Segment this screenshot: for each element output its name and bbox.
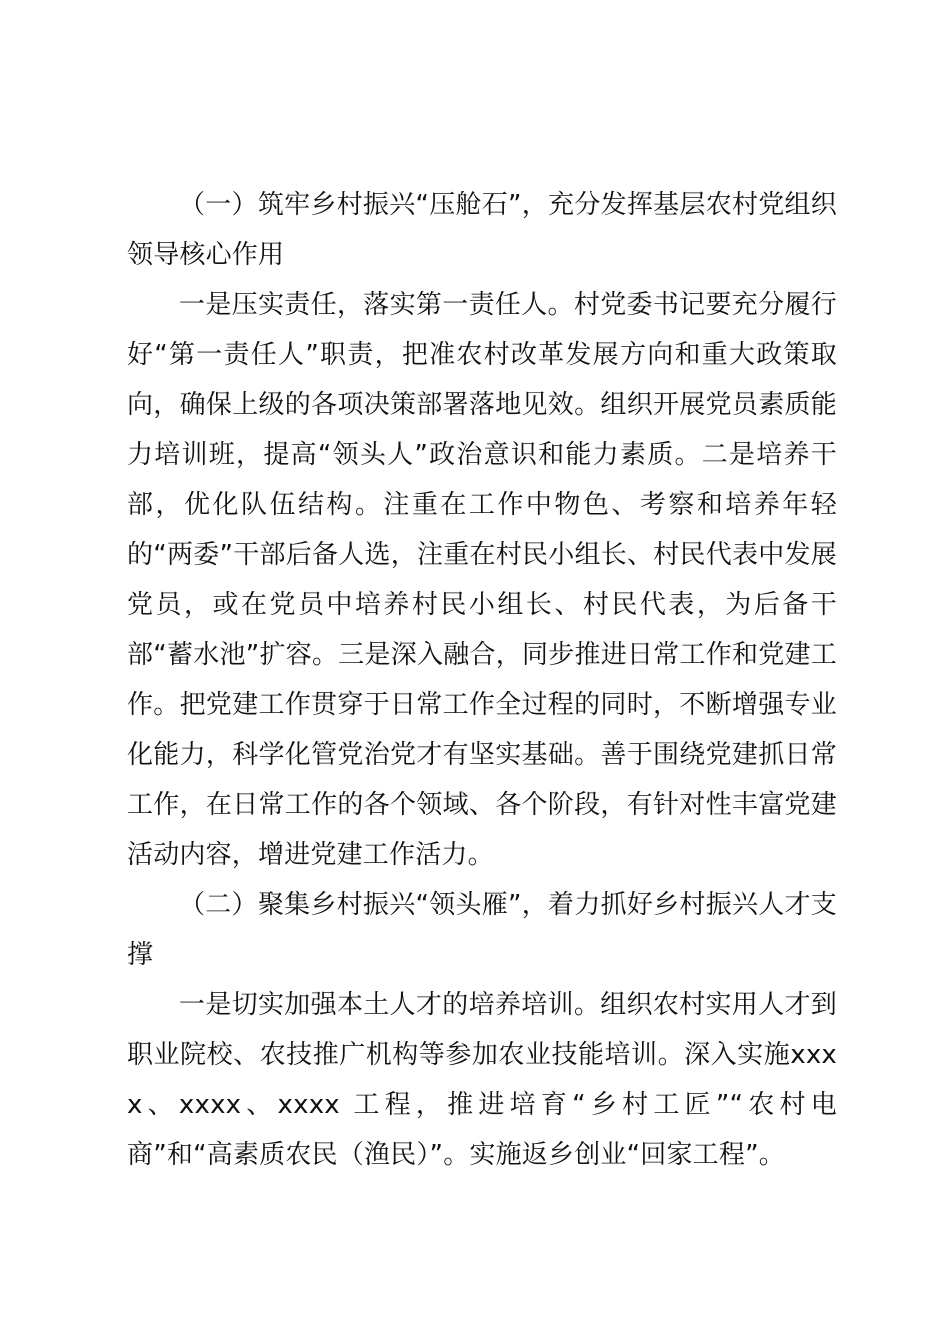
section-2-body: 一是切实加强本土人才的培养培训。组织农村实用人才到职业院校、农技推广机构等参加农业技能培训。深入实施xxxx、xxxx、xxxx 工程，推进培育“乡村工匠”“农村电商”和“高素质农民（渔民）”。实施返乡创业“回家工程”。 <box>127 990 837 1170</box>
section-1-heading: （一）筑牢乡村振兴“压舱石”，充分发挥基层农村党组织领导核心作用 <box>127 190 837 270</box>
document-body <box>127 180 837 1180</box>
section-1-body: 一是压实责任，落实第一责任人。村党委书记要充分履行好“第一责任人”职责，把准农村改革发展方向和重大政策取向，确保上级的各项决策部署落地见效。组织开展党员素质能力培训班，提高“领头人”政治意识和能力素质。二是培养干部，优化队伍结构。注重在工作中物色、考察和培养年轻的“两委”干部后备人选，注重在村民小组长、村民代表中发展党员，或在党员中培养村民小组长、村民代表，为后备干部“蓄水池”扩容。三是深入融合，同步推进日常工作和党建工作。把党建工作贯穿于日常工作全过程的同时，不断增强专业化能力，科学化管党治党才有坚实基础。善于围绕党建抓日常工作，在日常工作的各个领域、各个阶段，有针对性丰富党建活动内容，增进党建工作活力。 <box>127 290 837 870</box>
section-2-heading: （二）聚集乡村振兴“领头雁”，着力抓好乡村振兴人才支撑 <box>127 890 837 970</box>
